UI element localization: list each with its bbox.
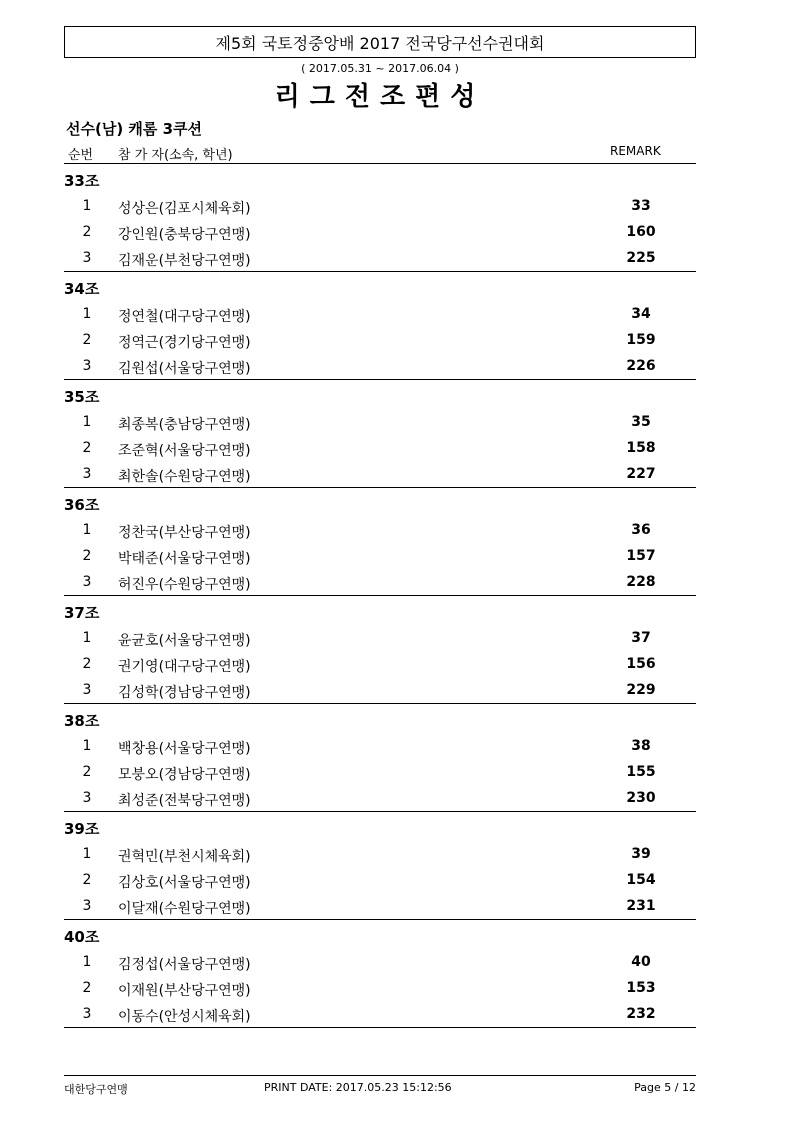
table-row (64, 220, 696, 246)
remark-value: 160 (626, 224, 656, 240)
row-number: 1 (82, 954, 92, 970)
remark-value: 232 (626, 1006, 656, 1022)
row-number: 3 (82, 790, 92, 806)
column-header-remark: REMARK (610, 144, 661, 158)
page-title: 리그전조편성 (274, 82, 486, 112)
table-row (64, 436, 696, 462)
participant-name: 김정섭(서울당구연맹) (118, 957, 251, 973)
participant-name: 정연철(대구당구연맹) (118, 309, 251, 325)
row-number: 2 (82, 980, 92, 996)
table-row (64, 868, 696, 894)
remark-value: 156 (626, 656, 656, 672)
footer (64, 1075, 696, 1098)
row-number: 2 (82, 332, 92, 348)
row-number: 2 (82, 440, 92, 456)
row-number: 2 (82, 224, 92, 240)
remark-value: 154 (626, 872, 656, 888)
footer-page-number: Page 5 / 12 (634, 1081, 696, 1094)
row-number: 3 (82, 250, 92, 266)
remark-value: 226 (626, 358, 656, 374)
table-row (64, 518, 696, 544)
column-header-participant: 참 가 자(소속, 학년) (118, 148, 233, 163)
remark-value: 38 (631, 738, 651, 754)
group-label: 35조 (64, 388, 100, 406)
remark-value: 36 (631, 522, 651, 538)
participant-name: 백창용(서울당구연맹) (118, 741, 251, 757)
participant-name: 김원섭(서울당구연맹) (118, 361, 251, 377)
row-number: 1 (82, 738, 92, 754)
table-row (64, 354, 696, 380)
table-row (64, 652, 696, 678)
group-block (64, 380, 696, 488)
row-number: 3 (82, 898, 92, 914)
row-number: 2 (82, 656, 92, 672)
participant-name: 박태준(서울당구연맹) (118, 551, 251, 567)
participant-name: 권기영(대구당구연맹) (118, 659, 251, 675)
remark-value: 37 (631, 630, 651, 646)
group-block (64, 920, 696, 1028)
group-block (64, 164, 696, 272)
remark-value: 155 (626, 764, 656, 780)
participant-name: 최성준(전북당구연맹) (118, 793, 251, 809)
participant-name: 정찬국(부산당구연맹) (118, 525, 251, 541)
row-number: 3 (82, 466, 92, 482)
table-row (64, 734, 696, 760)
table-row (64, 302, 696, 328)
group-label: 34조 (64, 280, 100, 298)
footer-organization: 대한당구연맹 (64, 1083, 128, 1096)
participant-name: 조준혁(서울당구연맹) (118, 443, 251, 459)
remark-value: 157 (626, 548, 656, 564)
table-row (64, 842, 696, 868)
table-row (64, 246, 696, 272)
participant-name: 윤균호(서울당구연맹) (118, 633, 251, 649)
group-label: 37조 (64, 604, 100, 622)
column-header-no: 순번 (68, 148, 94, 163)
group-label: 39조 (64, 820, 100, 838)
participant-name: 모붕오(경남당구연맹) (118, 767, 251, 783)
row-number: 3 (82, 358, 92, 374)
table-row (64, 760, 696, 786)
participant-name: 최종복(충남당구연맹) (118, 417, 251, 433)
remark-value: 35 (631, 414, 651, 430)
remark-value: 34 (631, 306, 651, 322)
row-number: 1 (82, 414, 92, 430)
event-name: 선수(남) 캐롬 3쿠션 (66, 120, 203, 138)
group-block (64, 488, 696, 596)
remark-value: 159 (626, 332, 656, 348)
tournament-title: 제5회 국토정중앙배 2017 전국당구선수권대회 (215, 33, 545, 53)
row-number: 3 (82, 682, 92, 698)
participant-name: 김상호(서울당구연맹) (118, 875, 251, 891)
table-row (64, 678, 696, 704)
row-number: 2 (82, 764, 92, 780)
remark-value: 230 (626, 790, 656, 806)
group-block (64, 704, 696, 812)
row-number: 2 (82, 548, 92, 564)
table-row (64, 1002, 696, 1028)
remark-value: 227 (626, 466, 656, 482)
participant-name: 권혁민(부천시체육회) (118, 849, 251, 865)
table-row (64, 544, 696, 570)
group-label: 38조 (64, 712, 100, 730)
participant-name: 이재원(부산당구연맹) (118, 983, 251, 999)
group-label: 33조 (64, 172, 100, 190)
group-label: 36조 (64, 496, 100, 514)
remark-value: 225 (626, 250, 656, 266)
remark-value: 229 (626, 682, 656, 698)
row-number: 2 (82, 872, 92, 888)
participant-name: 이동수(안성시체육회) (118, 1009, 251, 1025)
table-row (64, 410, 696, 436)
table-row (64, 462, 696, 488)
participant-name: 정역근(경기당구연맹) (118, 335, 251, 351)
row-number: 1 (82, 306, 92, 322)
participant-name: 최한솔(수원당구연맹) (118, 469, 251, 485)
group-label: 40조 (64, 928, 100, 946)
table-row (64, 626, 696, 652)
remark-value: 40 (631, 954, 651, 970)
row-number: 1 (82, 846, 92, 862)
table-row (64, 950, 696, 976)
group-list (64, 164, 696, 1028)
remark-value: 33 (631, 198, 651, 214)
participant-name: 허진우(수원당구연맹) (118, 577, 251, 593)
table-row (64, 786, 696, 812)
participant-name: 성상은(김포시체육회) (118, 201, 251, 217)
group-block (64, 812, 696, 920)
remark-value: 231 (626, 898, 656, 914)
footer-print-date: PRINT DATE: 2017.05.23 15:12:56 (264, 1081, 452, 1094)
row-number: 3 (82, 574, 92, 590)
participant-name: 강인원(충북당구연맹) (118, 227, 251, 243)
remark-value: 228 (626, 574, 656, 590)
group-block (64, 272, 696, 380)
table-row (64, 894, 696, 920)
table-row (64, 194, 696, 220)
row-number: 1 (82, 630, 92, 646)
row-number: 1 (82, 522, 92, 538)
participant-name: 김성학(경남당구연맹) (118, 685, 251, 701)
group-block (64, 596, 696, 704)
remark-value: 39 (631, 846, 651, 862)
row-number: 3 (82, 1006, 92, 1022)
row-number: 1 (82, 198, 92, 214)
participant-name: 김재운(부천당구연맹) (118, 253, 251, 269)
participant-name: 이달재(수원당구연맹) (118, 901, 251, 917)
table-row (64, 328, 696, 354)
tournament-title-box (64, 26, 696, 58)
table-row (64, 570, 696, 596)
table-row (64, 976, 696, 1002)
column-header (64, 141, 696, 164)
remark-value: 158 (626, 440, 656, 456)
remark-value: 153 (626, 980, 656, 996)
date-range: ( 2017.05.31 ~ 2017.06.04 ) (301, 62, 459, 75)
